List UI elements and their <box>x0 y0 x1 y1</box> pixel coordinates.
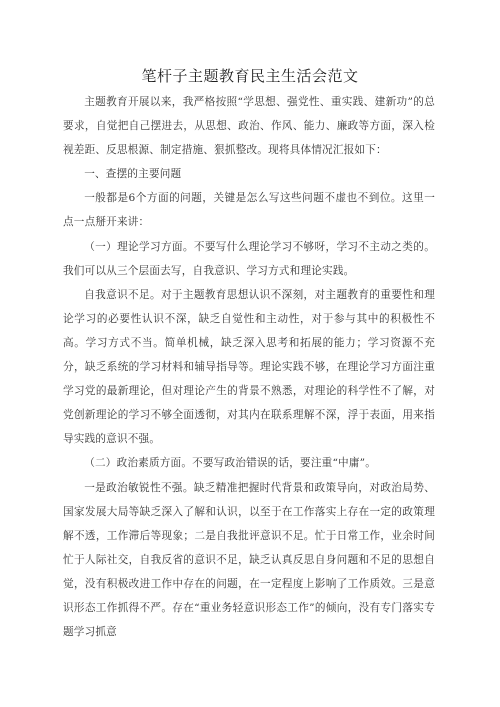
body-paragraph: 自我意识不足。对于主题教育思想认识不深刻，对主题教育的重要性和理论学习的必要性认识不深，缺乏自觉性和主动性，对于参与其中的积极性不高。学习方式不当。简单机械，缺乏深入思考和拓展的能力；学习资源不充分，缺乏系统的学习材料和辅导指导等。理论实践不够，在理论学习方面注重学习党的最新理论，但对理论产生的背景不熟悉，对理论的科学性不了解，对党创新理论的学习不够全面透彻，对其内在联系理解不深，浮于表面，用来指导实践的意识不强。 <box>63 288 435 446</box>
intro-paragraph: 主题教育开展以来，我严格按照“学思想、强党性、重实践、建新功”的总要求，自觉把自己摆进去，从思想、政治、作风、能力、廉政等方面，深入检视差距、反思根源、制定措施、狠抓整改。现将具体情况汇报如下： <box>63 96 435 157</box>
document-title: 笔杆子主题教育民主生活会范文 <box>141 67 359 85</box>
subsection-heading-politics: （二）政治素质方面。不要写政治错误的话，要注重“中庸”。 <box>84 457 377 470</box>
body-paragraph: 一是政治敏锐性不强。缺乏精准把握时代背景和政策导向，对政治局势、国家发展大局等缺乏深入了解和认识，以至于在工作落实上存在一定的政策理解不透，工作滞后等现象；二是自我批评意识不足。忙于日常工作，业余时间忙于人际社交，自我反省的意识不足，缺乏认真反思自身问题和不足的思想自觉，没有积极改进工作中存在的问题，在一定程度上影响了工作质效。三是意识形态工作抓得不严。存在“重业务轻意识形态工作”的倾向，没有专门落实专题学习抓意 <box>63 481 435 639</box>
document-body <box>63 90 435 644</box>
section-heading: 一、查摆的主要问题 <box>84 168 182 181</box>
body-paragraph: 一般都是6个方面的问题，关键是怎么写这些问题不虚也不到位。这里一点一点掰开来讲： <box>63 192 435 229</box>
subsection-heading-theory: （一）理论学习方面。不要写什么理论学习不够呀，学习不主动之类的。我们可以从三个层面去写，自我意识、学习方式和理论实践。 <box>63 240 435 277</box>
